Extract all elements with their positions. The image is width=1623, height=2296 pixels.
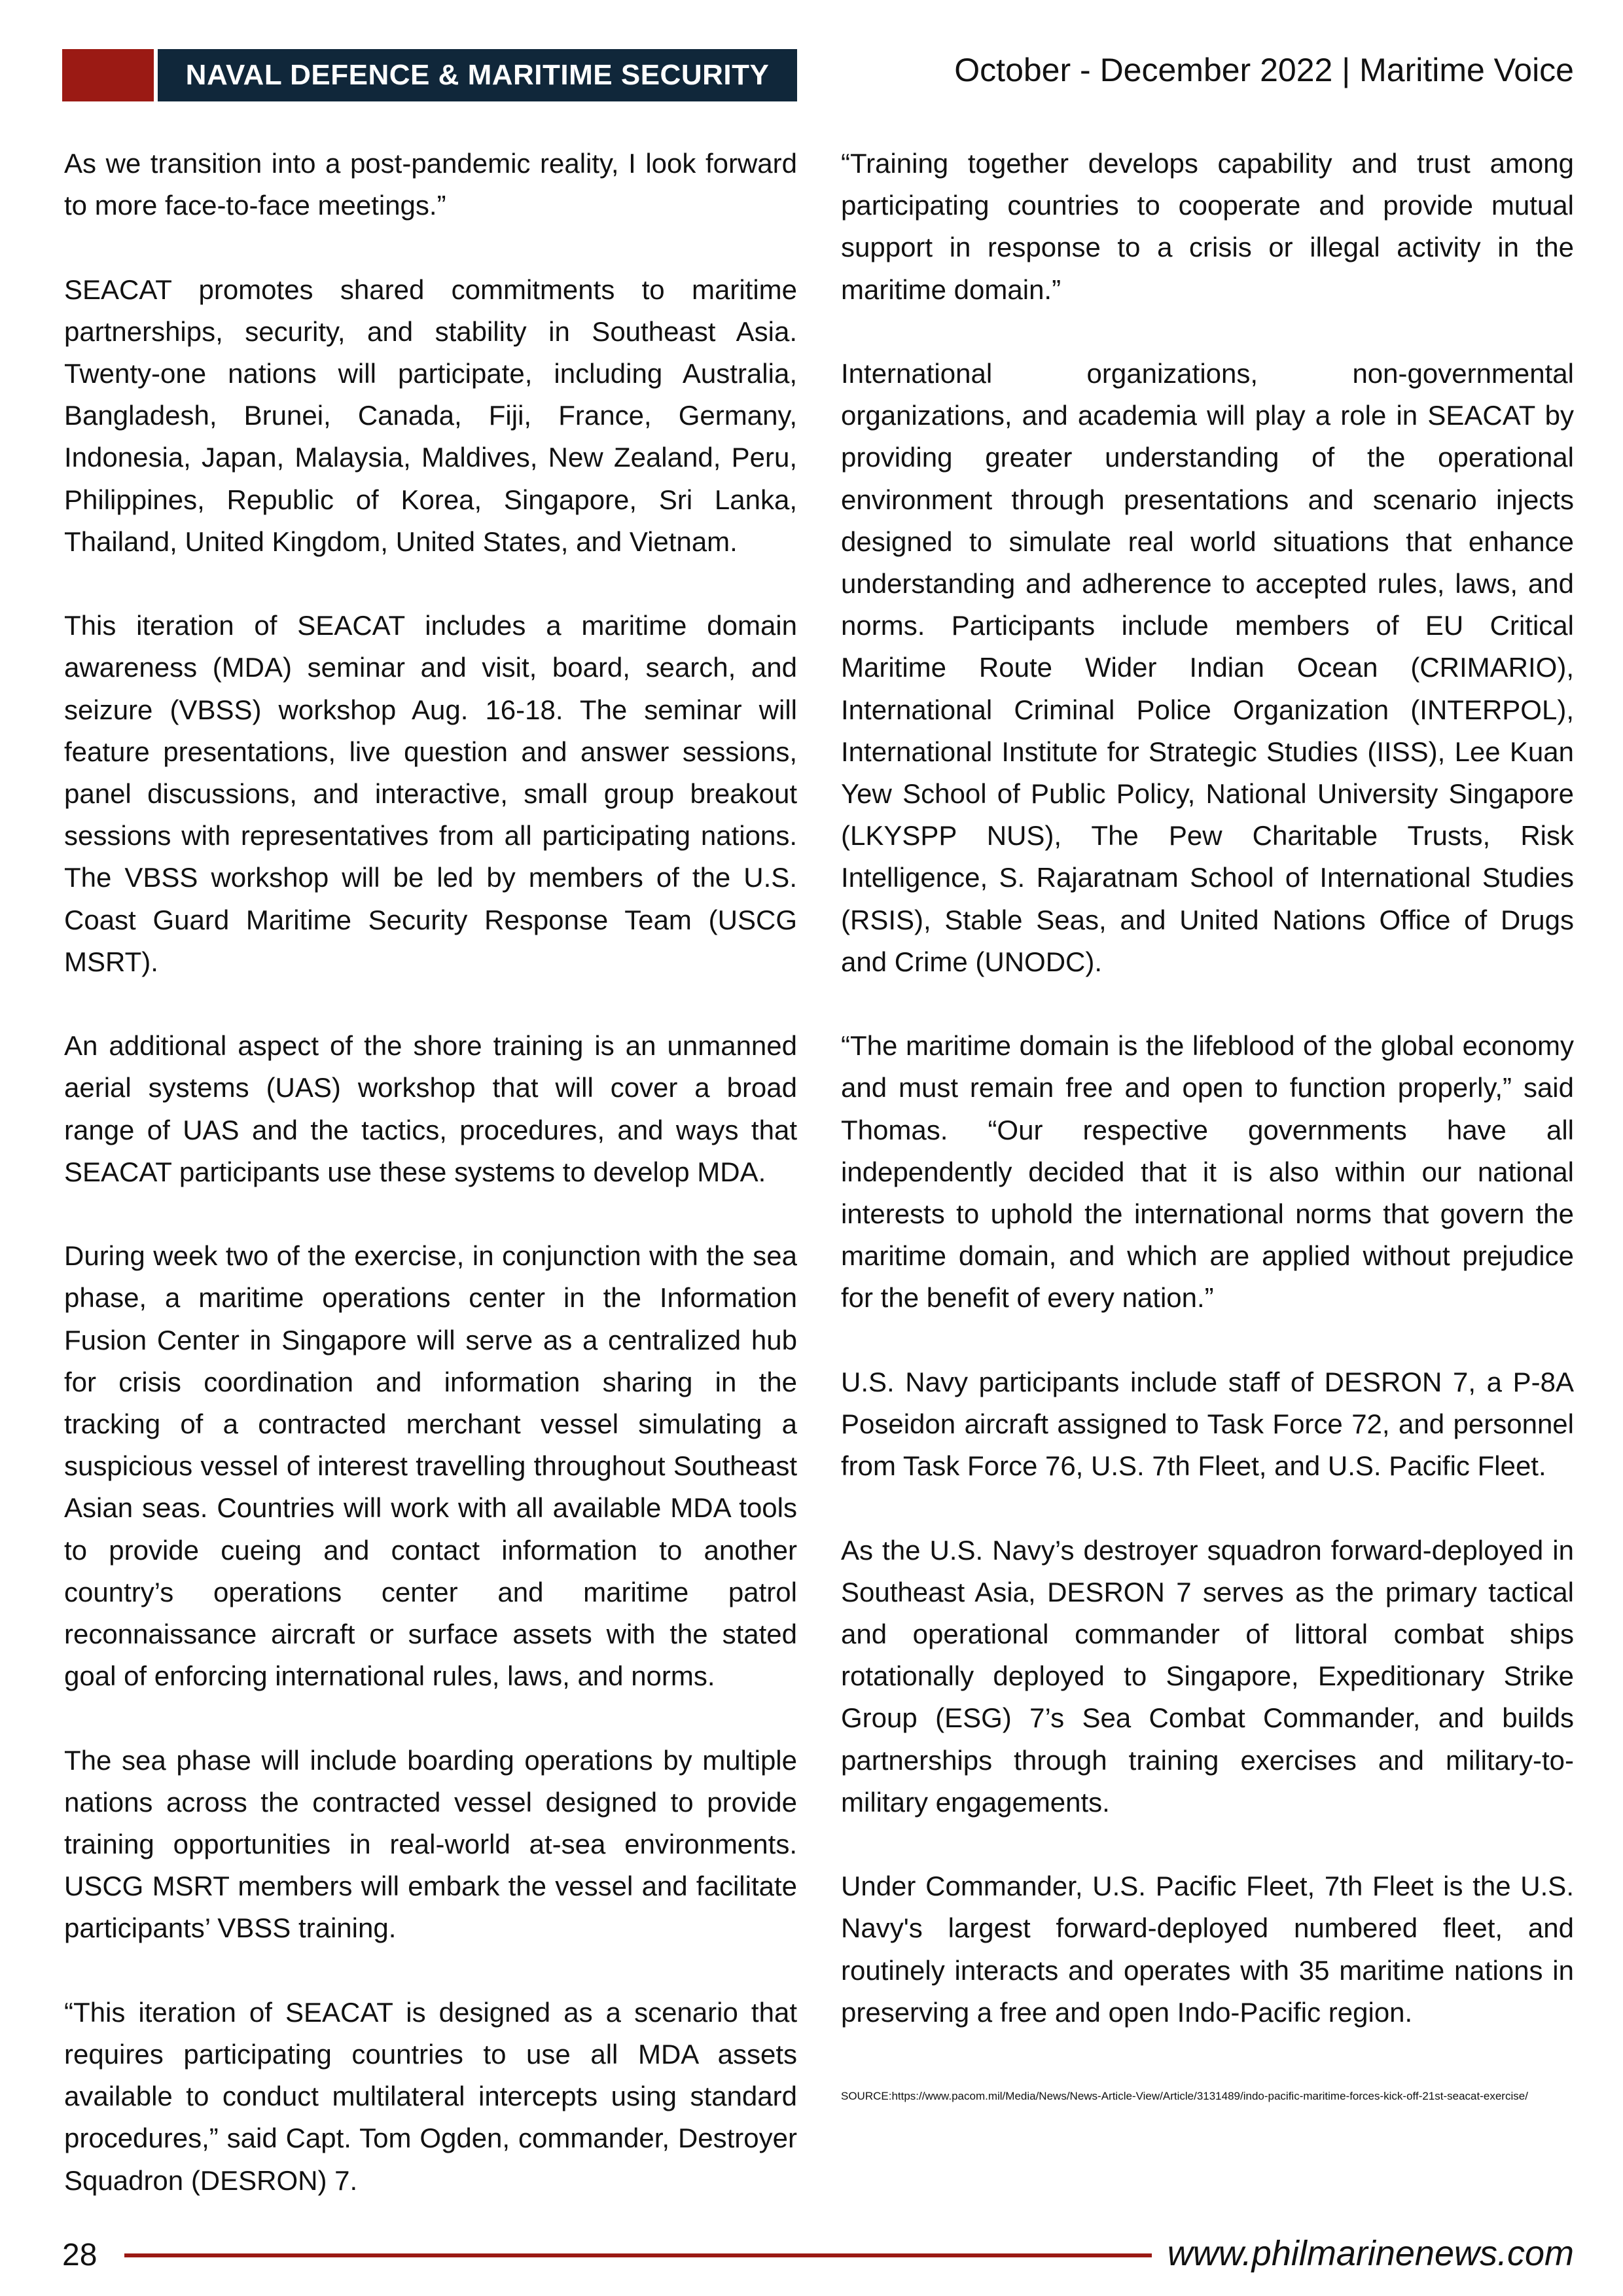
paragraph: During week two of the exercise, in conjunction with the sea phase, a maritime operations center in the Information Fusion Center in Singapore will serve as a centralized hub for crisis coordination and information sharing in the tracking of a contracted merchant vessel simulating a suspicious vessel of interest travelling throughout Southeast Asian seas. Countries will work with all available MDA tools to provide cueing and contact information to another country’s operations center and maritime patrol reconnaissance aircraft or surface assets with the stated goal of enforcing international rules, laws, and norms. <box>64 1240 797 1692</box>
paragraph: “This iteration of SEACAT is designed as a scenario that requires participating countries to use all MDA assets available to conduct multilateral intercepts using standard procedures,” said Capt. Tom Ogden, commander, Destroyer Squadron (DESRON) 7. <box>64 1996 797 2196</box>
left-column <box>64 143 797 2244</box>
paragraph: The sea phase will include boarding operations by multiple nations across the contracted vessel designed to provide training opportunities in real-world at-sea environments. USCG MSRT members will embark the vessel and facilitate participants’ VBSS training. <box>64 1744 797 1944</box>
paragraph: International organizations, non-governmental organizations, and academia will play a role in SEACAT by providing greater understanding of the operational environment through presentations and scenario injects designed to simulate real world situations that enhance understanding and adherence to accepted rules, laws, and norms. Participants include members of EU Critical Maritime Route Wider Indian Ocean (CRIMARIO), International Criminal Police Organization (INTERPOL), International Institute for Strategic Studies (IISS), Lee Kuan Yew School of Public Policy, National University Singapore (LKYSPP NUS), The Pew Charitable Trusts, Risk Intelligence, S. Rajaratnam School of International Studies (RSIS), Stable Seas, and United Nations Office of Drugs and Crime (UNODC). <box>841 358 1574 977</box>
footer-divider <box>124 2253 1152 2257</box>
paragraph: An additional aspect of the shore training is an unmanned aerial systems (UAS) workshop that will cover a broad range of UAS and the tactics, procedures, and ways that SEACAT participants use these systems to develop MDA. <box>64 1030 797 1187</box>
paragraph: Under Commander, U.S. Pacific Fleet, 7th Fleet is the U.S. Navy's largest forward-deployed numbered fleet, and routinely interacts and operates with 35 maritime nations in preserving a free and open Indo-Pacific region. <box>841 1871 1574 2028</box>
paragraph: U.S. Navy participants include staff of DESRON 7, a P-8A Poseidon aircraft assigned to Task Force 72, and personnel from Task Force 76, U.S. 7th Fleet, and U.S. Pacific Fleet. <box>841 1366 1574 1482</box>
website-link[interactable]: www.philmarinenews.com <box>1167 2234 1574 2273</box>
section-title: NAVAL DEFENCE & MARITIME SECURITY <box>185 59 770 91</box>
right-column <box>841 143 1574 2159</box>
paragraph: “Training together develops capability and trust among participating countries to cooperate and provide mutual support in response to a crisis or illegal activity in the maritime domain.” <box>841 148 1574 305</box>
paragraph: This iteration of SEACAT includes a maritime domain awareness (MDA) seminar and visit, board, search, and seizure (VBSS) workshop Aug. 16-18. The seminar will feature presentations, live question and answer sessions, panel discussions, and interactive, small group breakout sessions with representatives from all participating nations. The VBSS workshop will be led by members of the U.S. Coast Guard Maritime Security Response Team (USCG MSRT). <box>64 610 797 977</box>
header-red-block <box>62 49 154 101</box>
section-banner <box>158 49 797 101</box>
paragraph: As we transition into a post-pandemic reality, I look forward to more face-to-face meetings.” <box>64 148 797 221</box>
page-number: 28 <box>62 2238 98 2272</box>
paragraph: As the U.S. Navy’s destroyer squadron forward-deployed in Southeast Asia, DESRON 7 serves as the primary tactical and operational commander of littoral combat ships rotationally deployed to Singapore, Expeditionary Strike Group (ESG) 7’s Sea Combat Commander, and builds partnerships through training exercises and military-to-military engagements. <box>841 1534 1574 1818</box>
issue-title: October - December 2022 | Maritime Voice <box>954 52 1574 88</box>
source-link[interactable]: SOURCE:https://www.pacom.mil/Media/News/News-Article-View/Article/3131489/indo-pacific-maritime-forces-kick-off-21st-seacat-exercise/ <box>841 2090 1528 2103</box>
paragraph: “The maritime domain is the lifeblood of the global economy and must remain free and open to function properly,” said Thomas. “Our respective governments have all independently decided that it is also within our national interests to uphold the international norms that govern the maritime domain, and which are applied without prejudice for the benefit of every nation.” <box>841 1030 1574 1314</box>
paragraph: SEACAT promotes shared commitments to maritime partnerships, security, and stability in Southeast Asia. Twenty-one nations will participate, including Australia, Bangladesh, Brunei, Canada, Fiji, France, Germany, Indonesia, Japan, Malaysia, Maldives, New Zealand, Peru, Philippines, Republic of Korea, Singapore, Sri Lanka, Thailand, United Kingdom, United States, and Vietnam. <box>64 274 797 557</box>
